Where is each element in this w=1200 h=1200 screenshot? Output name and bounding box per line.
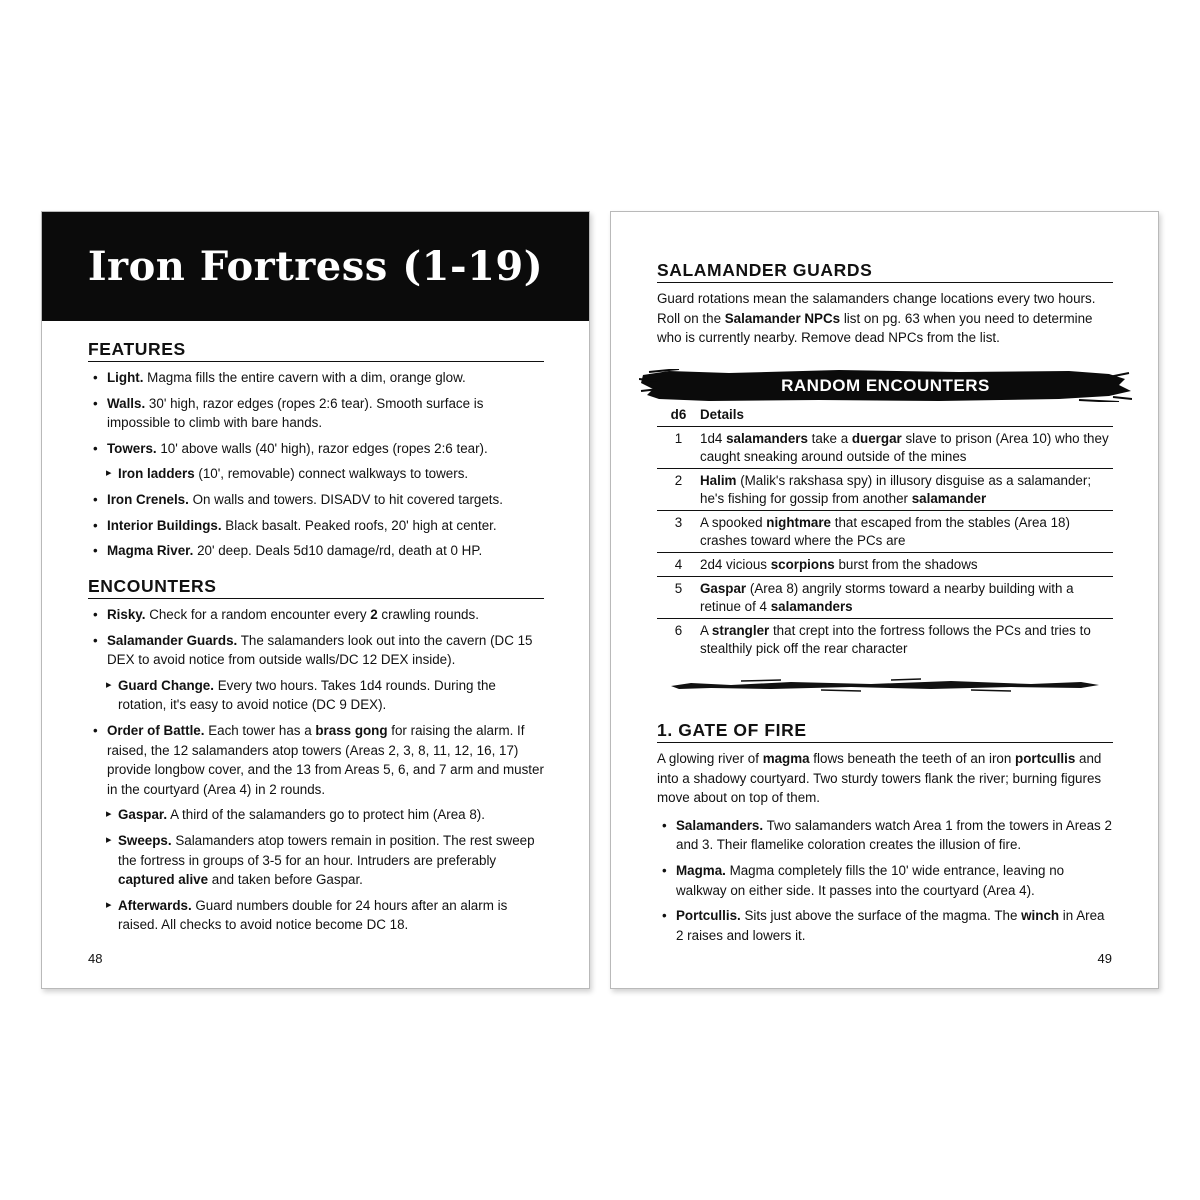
bold-term: magma — [762, 751, 810, 766]
roll-details — [700, 427, 1113, 469]
text-run: A spooked — [700, 515, 767, 530]
bold-term: Interior Buildings. — [107, 517, 222, 533]
sub-list-item — [88, 805, 544, 825]
roll-details — [700, 511, 1113, 553]
left-page — [41, 211, 590, 989]
salamander-guards-section — [657, 259, 1113, 356]
text-run: crawling rounds. — [377, 607, 479, 622]
table-body — [657, 427, 1113, 661]
text-run: Each tower has a — [204, 722, 316, 738]
bold-term: Towers. — [107, 440, 157, 456]
bold-term: Light. — [107, 370, 144, 385]
random-encounters-table — [657, 404, 1113, 660]
table-row — [657, 553, 1113, 577]
roll-number: 2 — [657, 469, 700, 511]
bold-term: Iron Crenels. — [107, 491, 189, 507]
list-item — [88, 631, 544, 670]
roll-number: 6 — [674, 623, 683, 638]
salamander-guards-heading: SALAMANDER GUARDS — [657, 259, 1113, 283]
bold-term: captured alive — [118, 872, 209, 888]
roll-number: 5 — [657, 577, 700, 619]
list-item — [657, 816, 1113, 855]
col-header-details: Details — [700, 404, 1113, 427]
text-run: in Area 2 raises and lowers it. — [676, 908, 1105, 943]
bold-term: Gaspar — [700, 581, 747, 596]
text-run: 1d4 — [700, 431, 727, 446]
roll-number: 4 — [657, 553, 700, 577]
text-run: take a — [807, 431, 852, 446]
bold-term: 2 — [370, 607, 378, 622]
bold-term: winch — [1021, 908, 1060, 924]
roll-number: 3 — [657, 511, 700, 553]
gate-of-fire-section — [657, 719, 1113, 951]
table-row — [657, 469, 1113, 511]
roll-details — [700, 553, 1113, 577]
text-run: A — [700, 623, 712, 638]
list-item — [88, 541, 544, 561]
bold-term: Magma River. — [107, 543, 194, 559]
random-encounters-title: RANDOM ENCOUNTERS — [781, 376, 990, 395]
list-item — [88, 516, 544, 536]
list-item — [88, 439, 544, 459]
table-row — [657, 577, 1113, 619]
list-item — [88, 605, 544, 625]
gate-of-fire-heading: 1. GATE OF FIRE — [657, 719, 1113, 743]
gate-of-fire-intro — [657, 749, 1113, 808]
page-number-left: 48 — [88, 951, 103, 966]
roll-number: 1 — [657, 427, 700, 469]
bold-term: Guard Change. — [118, 677, 214, 693]
text-run: for raising the alarm. If raised, the 12 salamanders atop towers (Areas 2, 3, 8, 11, 12, 16, 17) provide longbow cover, and the 13 from Areas 5, 6, and 7 arm and muster in the courtyard (Area 4) in 2 rounds. — [107, 722, 544, 797]
col-header-die: d6 — [657, 404, 700, 427]
text-run: The salamanders look out into the cavern (DC 15 DEX to avoid notice from outside walls/DC 12 DEX inside). — [107, 632, 533, 668]
features-list — [88, 368, 544, 561]
text-run: that crept into the fortress follows the PCs and tries to stealthily pick off the rear character — [700, 623, 1091, 656]
bold-term: Afterwards. — [118, 897, 192, 913]
text-run: 30' high, razor edges (ropes 2:6 tear). Smooth surface is impossible to climb with bare hands. — [107, 395, 484, 431]
text-run: Salamanders atop towers remain in position. The rest sweep the fortress in groups of 3-5 for an hour. Intruders are preferably — [118, 832, 535, 868]
bold-term: Gaspar. — [118, 807, 168, 823]
list-item — [88, 490, 544, 510]
encounters-heading: ENCOUNTERS — [88, 575, 544, 599]
bold-term: Order of Battle. — [107, 722, 205, 738]
roll-details — [700, 469, 1113, 511]
roll-details — [700, 577, 1113, 619]
text-run: Magma fills the entire cavern with a dim, orange glow. — [143, 370, 466, 385]
text-run: Black basalt. Peaked roofs, 20' high at center. — [221, 517, 497, 533]
text-run: (10', removable) connect walkways to towers. — [194, 466, 469, 482]
roll-details — [700, 619, 1113, 661]
page-title: Iron Fortress (1-19) — [87, 243, 544, 290]
random-encounters-table-wrap — [657, 404, 1113, 660]
list-item — [88, 368, 544, 388]
bold-term: scorpions — [770, 557, 835, 572]
text-run: slave to prison (Area 10) who they caught sneaking around outside of the mines — [700, 431, 1109, 464]
bold-term: Sweeps. — [118, 832, 172, 848]
text-run: list on pg. 63 when you need to determine who is currently nearby. Remove dead NPCs from the list. — [657, 310, 1093, 346]
text-run: (Malik's rakshasa spy) in illusory disguise as a salamander; he's fishing for gossip from another — [700, 473, 1092, 506]
text-run: 10' above walls (40' high), razor edges (ropes 2:6 tear). — [156, 440, 488, 456]
features-section — [88, 338, 544, 567]
bold-term: Walls. — [107, 395, 146, 411]
page-number-right: 49 — [1097, 951, 1112, 966]
bold-term: Iron ladders — [118, 466, 195, 482]
bold-term: Salamander Guards. — [107, 632, 238, 648]
table-row — [657, 619, 1113, 661]
text-run: and taken before Gaspar. — [208, 872, 363, 888]
text-run: and into a shadowy courtyard. Two sturdy towers flank the river; burning figures move about on top of them. — [657, 751, 1102, 806]
salamander-guards-text — [657, 289, 1113, 348]
bold-term: Magma. — [676, 862, 726, 878]
text-run: Guard numbers double for 24 hours after an alarm is raised. All checks to avoid notice become DC 18. — [118, 897, 508, 933]
title-banner — [42, 212, 589, 321]
encounters-section — [88, 575, 544, 941]
features-heading: FEATURES — [88, 338, 544, 362]
list-item — [657, 906, 1113, 945]
text-run: 20' deep. Deals 5d10 damage/rd, death at 0 HP. — [193, 543, 483, 559]
list-item — [88, 721, 544, 799]
bold-term: Portcullis. — [676, 908, 741, 924]
text-run: flows beneath the teeth of an iron — [809, 751, 1016, 766]
bold-term: duergar — [851, 431, 902, 446]
bold-term: nightmare — [766, 515, 831, 530]
bold-term: Salamanders. — [676, 817, 764, 833]
bold-term: portcullis — [1015, 751, 1076, 766]
bold-term: strangler — [711, 623, 770, 638]
random-encounters-banner — [639, 369, 1132, 402]
list-item — [657, 861, 1113, 900]
sub-list-item — [88, 831, 544, 890]
text-run: 2d4 vicious — [700, 557, 771, 572]
right-page — [610, 211, 1159, 989]
sub-list-item — [88, 896, 544, 935]
text-run: Magma completely fills the 10' wide entrance, leaving no walkway on either side. It passes into the courtyard (Area 4). — [676, 862, 1065, 898]
list-item — [88, 394, 544, 433]
text-run: burst from the shadows — [834, 557, 978, 572]
sub-list-item — [88, 676, 544, 715]
table-row — [657, 511, 1113, 553]
text-run: (Area 8) angrily storms toward a nearby building with a retinue of 4 — [700, 581, 1074, 614]
bold-term: Halim — [700, 473, 737, 488]
text-run: Sits just above the surface of the magma. The — [740, 908, 1022, 924]
encounters-list — [88, 605, 544, 935]
table-header-row — [657, 404, 1113, 427]
bold-term: Salamander NPCs — [724, 310, 841, 326]
bold-term: Risky. — [107, 607, 146, 622]
bold-term: salamander — [911, 491, 987, 506]
bold-term: brass gong — [315, 722, 388, 738]
text-run: that escaped from the stables (Area 18) crashes toward where the PCs are — [700, 515, 1070, 548]
text-run: Guard rotations mean the salamanders change locations every two hours. Roll on the — [657, 291, 1096, 326]
text-run: Two salamanders watch Area 1 from the towers in Areas 2 and 3. Their flamelike coloration creates the illusion of fire. — [676, 817, 1112, 853]
text-run: A third of the salamanders go to protect him (Area 8). — [167, 807, 485, 823]
bold-term: salamanders — [770, 599, 853, 614]
text-run: A glowing river of — [657, 751, 763, 766]
text-run: Every two hours. Takes 1d4 rounds. During the rotation, it's easy to avoid notice (DC 9 DEX). — [118, 677, 496, 713]
brush-divider — [671, 678, 1101, 692]
sub-list-item — [88, 464, 544, 484]
gate-of-fire-list — [657, 816, 1113, 946]
bold-term: salamanders — [726, 431, 808, 446]
text-run: Check for a random encounter every — [145, 607, 371, 622]
text-run: On walls and towers. DISADV to hit covered targets. — [188, 491, 503, 507]
table-row — [657, 427, 1113, 469]
